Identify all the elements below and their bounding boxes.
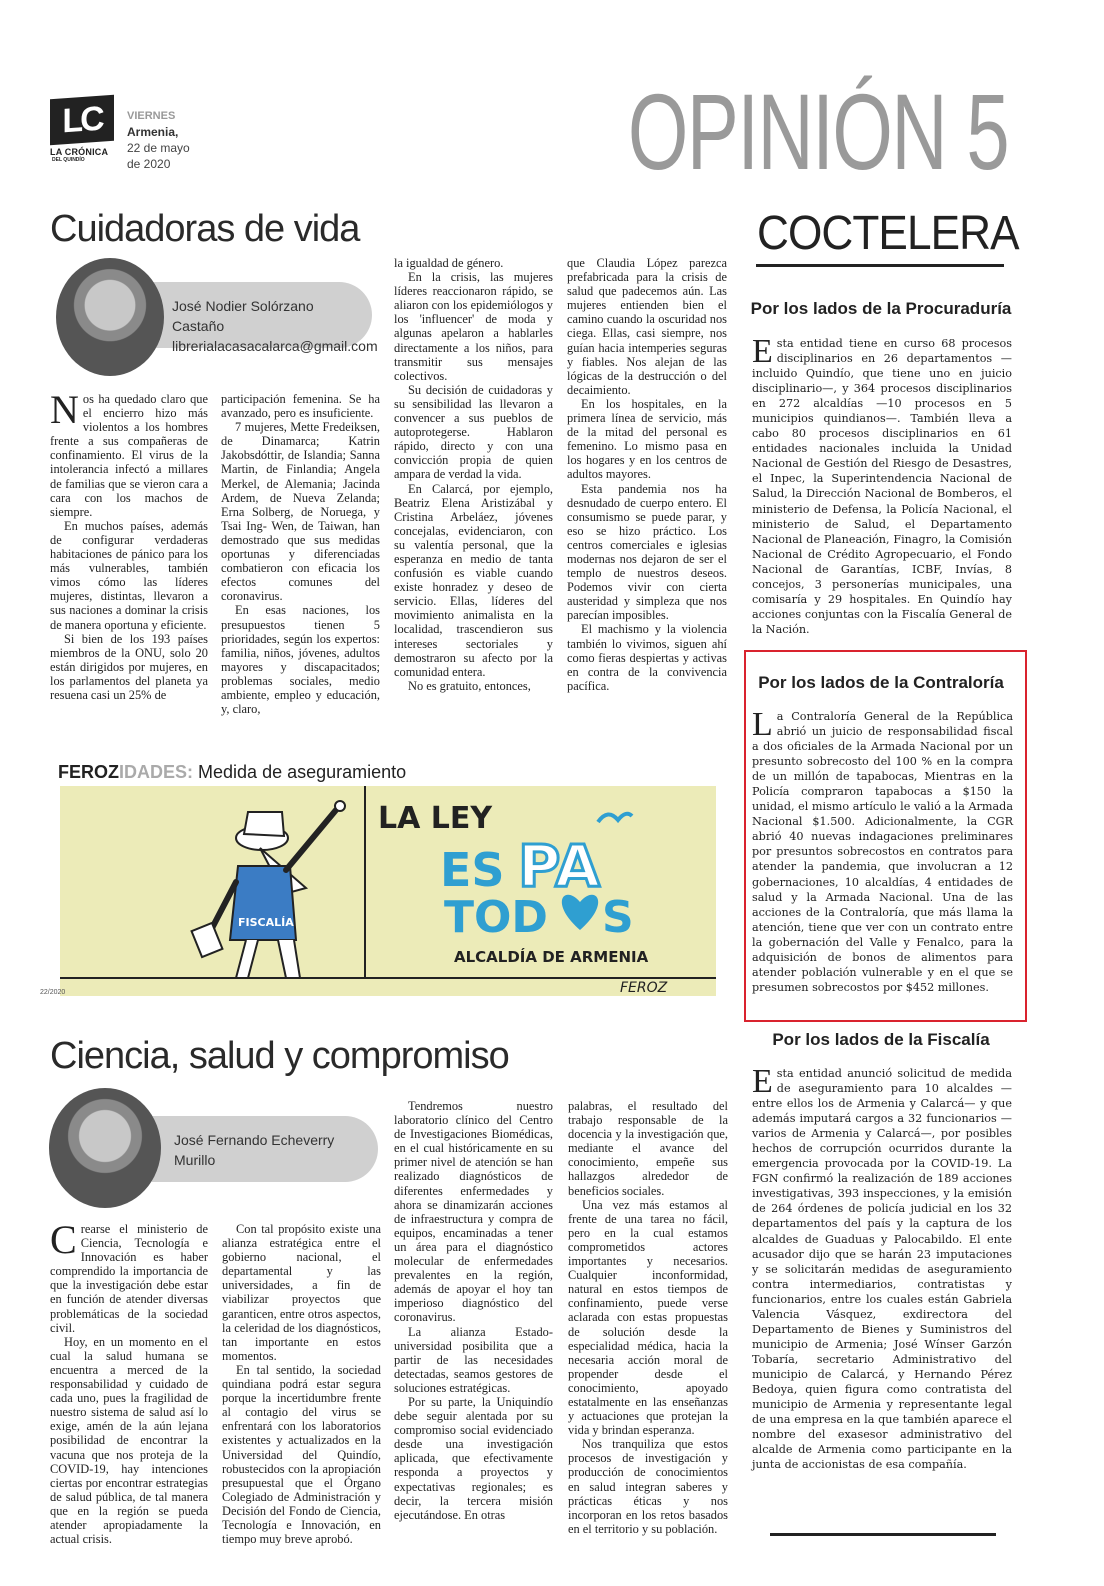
logo-name: LA CRÓNICA xyxy=(50,147,109,157)
coctelera-rule xyxy=(756,264,1004,267)
article1-c1-p1: os ha quedado claro que el encierro hizo más violentos a los hombres frente a sus compañeras de confinamiento. El virus de la intolerancia infectó a millares de familias que se vieron cara a cara con los machos de siempre. xyxy=(50,392,208,519)
editorial-cartoon xyxy=(60,786,716,996)
contraloria-body: a Contraloría General de la República abrió un juicio de responsabilidad fiscal a dos oficiales de la Armada Nacional por un presunto sobrecosto del 100 % en la compra de un millón de tapabocas, Mientras en la Policía compraron tapabocas a $150 la unidad, el mismo artículo le valió a la Armada Nacional $1.500. Adicionalmente, la CGR abrió 40 nuevas indagaciones preliminares por presuntos sobrecostos en contratos para atender la pandemia, que involucran a 12 gobernaciones, 10 alcaldías, 4 entidades de salud y la Armada Nacional. Una de las acciones de la Contraloría, que más llama la atención, tiene que ver con un contrato entre la gobernación del Valle y Fenalco, para la adquisición de bonos de alimentos para atender población vulnerable y en el que se presumen sobrecostos por $452 millones. xyxy=(752,710,1013,994)
article2-c1-p1: rearse el ministerio de Ciencia, Tecnología e Innovación es haber comprendido la importancia de que la investigación debe estar en función de atender diversas problemáticas de la sociedad civil. xyxy=(50,1222,208,1335)
article2-column-4 xyxy=(568,1099,728,1536)
article2-c2-p1: Con tal propósito existe una alianza estratégica entre el gobierno nacional, el departamental y las universidades, a fin de viabilizar proyectos que garanticen, entre otros aspectos, la celeridad de los diagnósticos, tan importante en estos momentos. xyxy=(222,1222,381,1363)
article2-c3-p2: La alianza Estado-universidad posibilita que a partir de las necesidades detectadas, seamos gestores de soluciones estratégicas. xyxy=(394,1324,553,1395)
article1-column-3 xyxy=(394,256,553,693)
cartoon-character xyxy=(192,801,345,978)
article2-author-photo xyxy=(49,1088,161,1208)
fiscalia-body: sta entidad anunció solicitud de medida de aseguramiento para 10 alcaldes —entre ellos los de Armenia y Calarcá— y que además imputará cargos a 32 funcionarios —varios de Armenia y Calarcá—, por posibles hechos de corrupción ocurridos durante la emergencia provocada por la COVID-19. La FGN confirmó la realización de 189 acciones investigativas, 393 inspecciones, y la emisión de 264 órdenes de policía judicial en los 32 departamentos del país y la captura de los alcaldes de Guaduas y Palocabildo. El ente acusador dijo que se harán 23 imputaciones y se solicitarán medidas de aseguramiento contra intermediarios, contratistas y funcionarios, entre los cuales están Gabriela Valencia Vásquez, exdirectora del Departamento de Bienes y Suministros del municipio de Armenia; José Wínser Garzón Tobaría, secretario Administrativo del municipio de Calarcá, y Hernando Pérez Bedoya, quien figura como contratista del municipio de Armenia y representante legal de una empresa en la que también aparece el nombre del exasesor administrativo del alcalde de Armenia como participante en la junta de accionistas de esa compañía. xyxy=(752,1067,1012,1472)
article2-c1-p2: Hoy, en un momento en el cual la salud humana se encuentra a merced de la responsabilidad y cuidado de cada uno, pues la fragilidad de nuestro sistema de salud así lo exige, amén de la aún lejana posibilidad de encontrar la vacuna que nos proteja de la COVID-19, hay intenciones ciertas por encontrar estrategias de salud pública, de tal manera que en la región se pueda atender apropiadamente la actual crisis. xyxy=(50,1334,208,1547)
cartoon-label xyxy=(58,762,406,783)
dateline-day: VIERNES xyxy=(127,110,176,122)
article1-c2-p1: participación femenina. Se ha avanzado, pero es insuficiente. xyxy=(221,392,380,421)
cartoon-code: 22/2020 xyxy=(40,989,66,996)
article2-c3-p1: Tendremos nuestro laboratorio clínico del Centro de Investigaciones Biomédicas, en el cual históricamente en su primer nivel de atención se han realizado diagnósticos de diferentes enfermedades y ahora se dinamizarán acciones de infraestructura y compra de equipos, encaminadas a tener un área para el diagnóstico molecular de enfermedades prevalentes en la región, además de apoyar el hoy tan imperioso diagnóstico del coronavirus. xyxy=(394,1099,553,1325)
article1-c3-p2: En la crisis, las mujeres líderes reaccionaron rápido, se aliaron con los epidemiólogos y los 'influencer' de moda y algunas apelaron a hablarles directamente a los niños, para transmitir sus mensajes colectivos. xyxy=(394,270,553,383)
article2-c4-p2: Una vez más estamos al frente de una tarea no fácil, pero en la cual estamos comprometidos actores importantes y necesarios. Cualquier inconformidad, natural en estos tiempos de confinamiento, puede verse aclarada con estas propuestas de solución desde la especialidad médica, hacia la necesaria acción moral de propender desde el conocimiento, apoyado estatalmente en las enseñanzas y actuaciones que protejan la vida y brindan esperanza. xyxy=(568,1197,728,1438)
article1-c3-p4: En Calarcá, por ejemplo, Beatriz Elena Aristizábal y Cristina Arbeláez, jóvenes concejalas, evidenciaron, con su valentía personal, que la esperanza en medio de tanta confusión es viable cuando existe honradez y deseo de servicio. Ellas, líderes del movimiento animalista en la localidad, trascendieron sus intereses sectoriales y demostraron su afecto por la comunidad entera. xyxy=(394,481,553,679)
article1-author: José Nodier Solórzano Castaño xyxy=(172,298,314,334)
article2-column-2 xyxy=(222,1222,381,1546)
wall-s: S xyxy=(602,892,634,943)
coctelera-title: COCTELERA xyxy=(757,207,1019,260)
procuraduria-body: sta entidad tiene en curso 68 procesos disciplinarios en 26 departamentos —incluido Quindío, que tiene uno en juicio disciplinario—, y 364 procesos disciplinarios en 272 alcaldías —10 procesos en 5 municipios quindianos—. También lleva a cabo 80 procesos disciplinarios en 61 entidades nacionales incluida la Unidad Nacional de Gestión del Riesgo de Desastres, el Inpec, la Superintendencia Nacional de Salud, la Dirección Nacional de Bomberos, el ministerio de Defensa, la Policía Nacional, el ministerio de Salud, el Departamento Nacional de Planeación, Finagro, la Comisión Nacional de Crédito Agropecuario, el Fondo Nacional de Garantías, ICBF, Invías, 8 concejos, 3 personerías municipales, una comisaría y 29 hospitales. En Quindío hay acciones conjuntas con la Fiscalía General de la Nación. xyxy=(752,337,1012,636)
article2-author: José Fernando Echeverry Murillo xyxy=(174,1132,335,1168)
heart-icon xyxy=(562,895,598,930)
article1-headline: Cuidadoras de vida xyxy=(50,208,360,250)
vest-label: FISCALÍA xyxy=(238,916,294,929)
fiscalia-text xyxy=(752,1063,1012,1472)
newspaper-logo xyxy=(50,97,118,177)
article1-c4-p4: El machismo y la violencia también lo vivimos, siguen ahí como fieras despiertas y activas en contra de la convivencia pacífica. xyxy=(567,622,727,693)
cartoon-label-title: Medida de aseguramiento xyxy=(198,762,407,782)
wall-pa: PA xyxy=(518,832,601,900)
article1-c3-p5: No es gratuito, entonces, xyxy=(408,678,531,693)
cartoon-drawing xyxy=(60,786,716,996)
cartoon-signature: FEROZ xyxy=(620,980,668,996)
article1-c3-p3: Su decisión de cuidadoras y su sensibilidad las llevaron a convencer a sus pueblos de autoprotegerse. Hablaron rápido, directo y con una convicción propia de quien ampara de verdad la vida. xyxy=(394,382,553,482)
wall-tod: TOD xyxy=(444,892,548,943)
contraloria-text xyxy=(752,706,1013,995)
article1-c4-p2: En los hospitales, en la primera línea de servicio, más de la mitad del personal es femenino. Lo mismo pasa en los hogares y en los centros de adultos mayores. xyxy=(567,396,727,482)
wall-org: ALCALDÍA DE ARMENIA xyxy=(454,948,649,966)
article2-column-1 xyxy=(50,1217,208,1547)
article1-c1-p2: En muchos países, además de configurar verdaderas habitaciones de pánico para los más vulnerables, también vimos cómo las líderes mujeres, distintas, llevaron a sus naciones a dominar la crisis de manera oportuna y eficiente. xyxy=(50,518,208,632)
article2-headline: Ciencia, salud y compromiso xyxy=(50,1035,509,1077)
article1-author-box xyxy=(150,282,378,354)
article1-c4-p3: Esta pandemia nos ha desnudado de cuerpo entero. El consumismo se puede parar, y eso se hizo práctico. Los centros comerciales e iglesias modernas nos dejaron de ser el templo de nuestros deseos. Podemos vivir con cierta austeridad y simpleza que nos parecían imposibles. xyxy=(567,481,727,623)
bird-icon xyxy=(598,814,632,822)
procuraduria-heading: Por los lados de la Procuraduría xyxy=(750,299,1012,318)
fiscalia-dropcap: E xyxy=(752,1063,773,1100)
dateline-city: Armenia, xyxy=(127,125,179,139)
dateline-date: 22 de mayo xyxy=(127,141,190,155)
article2-author-box xyxy=(152,1116,378,1182)
article1-c4-p1: que Claudia López parezca prefabricada para la crisis de salud que padecemos aún. Las mujeres entienden bien el camino cuando la oscuridad nos ciega. Ellas, casi siempre, nos guían hacia intemperies seguras y fiables. Nos alejan de las lógicas de la destrucción o del decaimiento. xyxy=(567,256,727,397)
article2-c2-p2: En tal sentido, la sociedad quindiana podrá estar segura porque la incertidumbre frente al contagio del virus se enfrentará con los laboratorios existentes y actualizados en la Universidad del Quindío, robustecidos con la apropiación presupuestal que el Órgano Colegiado de Administración y Decisión del Fondo de Ciencia, Tecnología e Innovación, en tiempo muy breve aprobó. xyxy=(222,1362,381,1547)
article1-column-4 xyxy=(567,256,727,693)
logo-mark: LC xyxy=(50,95,114,145)
contraloria-heading: Por los lados de la Contraloría xyxy=(758,673,1004,692)
article1-c3-p1: la igualdad de género. xyxy=(394,256,504,270)
article2-c3-p3: Por su parte, la Uniquindío debe seguir alentada por su compromiso social evidenciado desde una investigación aplicada, que efectivamente responda a proyectos y expectativas regionales; es decir, la tercera misión ejecutándose. En otras xyxy=(394,1394,553,1522)
logo-sub: DEL QUINDÍO xyxy=(52,157,85,163)
cartoon-label-strong: FEROZ xyxy=(58,762,119,782)
article1-c2-p3: En esas naciones, los presupuestos tienen 5 prioridades, según los expertos: familia, niños, jóvenes, adultos mayores y discapacitados; problemas sociales, medio ambiente, empleo y educación, y, claro, xyxy=(221,603,380,717)
article1-column-1 xyxy=(50,387,208,702)
article1-c1-p3: Si bien de los 193 países miembros de la ONU, solo 20 están dirigidos por mujeres, en los parlamentos del planeta ya resuena casi un 25% de xyxy=(50,631,208,702)
section-title: OPINIÓN 5 xyxy=(627,71,1008,192)
article2-c4-p3: Nos tranquiliza que estos procesos de investigación y producción de conocimientos en salud integran saberes y prácticas éticas y nos incorporan en los retos basados en el territorio y su población. xyxy=(568,1437,728,1536)
article2-dropcap: C xyxy=(50,1217,77,1262)
wall-es: ES xyxy=(440,843,505,897)
article1-dropcap: N xyxy=(50,387,79,432)
contraloria-dropcap: L xyxy=(752,706,773,743)
article1-c2-p2: 7 mujeres, Mette Fredeiksen, de Dinamarca; Katrin Jakobsdóttir, de Islandia; Sanna Martin, de Finlandia; Angela Merkel, de Alemania; Jacinda Ardem, de Nueva Zelanda; Erna Solberg, de Noruega, y Tsai Ing- Wen, de Taiwan, han demostrado que sus medidas oportunas y diferenciadas combatieron con eficacia los efectos comunes del coronavirus. xyxy=(221,420,380,604)
article2-column-3 xyxy=(394,1099,553,1522)
dateline xyxy=(127,108,190,172)
procuraduria-text xyxy=(752,333,1012,637)
article1-email: librerialacasacalarca@gmail.com xyxy=(172,338,378,354)
fiscalia-heading: Por los lados de la Fiscalía xyxy=(772,1030,990,1049)
article1-column-2 xyxy=(221,392,380,716)
article2-c4-p1: palabras, el resultado del trabajo responsable de la docencia y la investigación que, mediante el avance del conocimiento, empeñe sus hallazgos alrededor de beneficios sociales. xyxy=(568,1099,728,1198)
dateline-year: de 2020 xyxy=(127,157,171,171)
end-rule xyxy=(770,1533,996,1536)
cartoon-label-grey: IDADES: xyxy=(119,762,194,782)
procuraduria-dropcap: E xyxy=(752,333,773,370)
article1-author-photo xyxy=(56,258,164,376)
wall-text: LA LEY xyxy=(378,801,493,836)
